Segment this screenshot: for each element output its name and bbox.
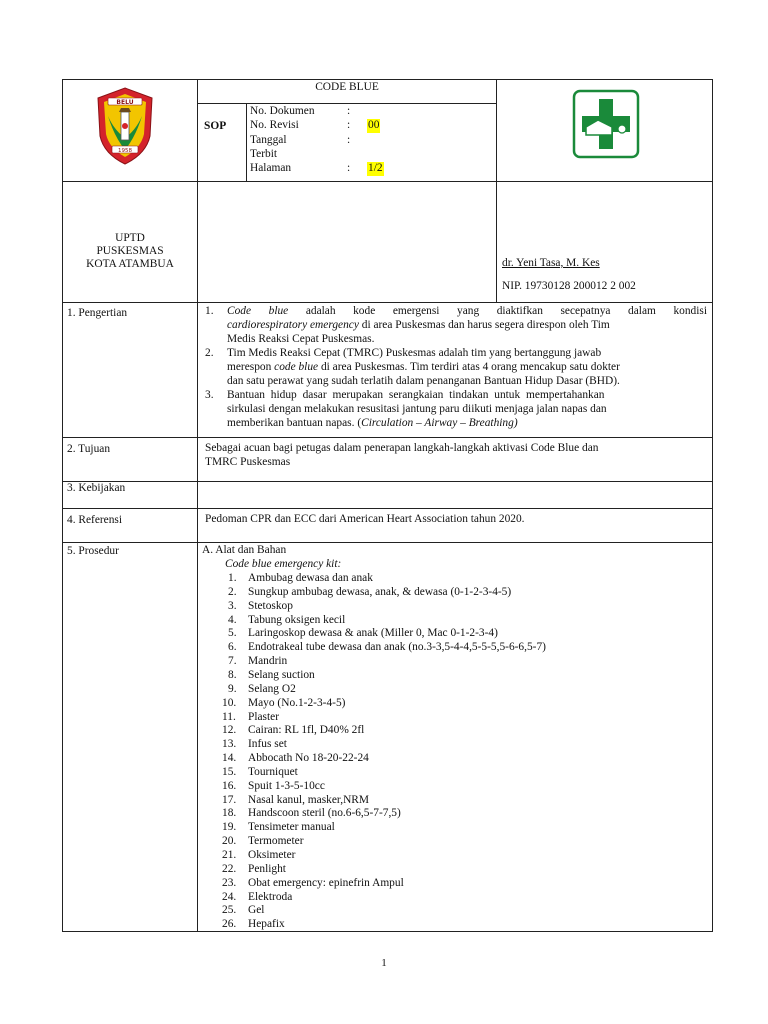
pengertian-item-2-line-3: dan satu perawat yang sudah terlatih dalam penanganan Bantuan Hidup Dasar (BHD). (227, 375, 620, 387)
kit-item-number: 24. (222, 890, 237, 903)
signer-nip: NIP. 19730128 200012 2 002 (502, 280, 636, 292)
org-line-puskesmas: PUSKESMAS (96, 245, 164, 257)
kit-item-number: 20. (222, 835, 237, 848)
kit-item-number: 10. (222, 696, 237, 709)
kit-item: Penlight (248, 862, 286, 875)
sop-label: SOP (204, 120, 227, 132)
kit-item: Laringoskop dewasa & anak (Miller 0, Mac 0-1-2-3-4) (248, 627, 498, 640)
kit-item-number: 8. (228, 668, 237, 681)
kit-item: Nasal kanul, masker,NRM (248, 793, 370, 806)
kit-item-number: 12. (222, 724, 237, 737)
kit-item: Hepafix (248, 918, 285, 931)
field-sep-halaman: : (347, 162, 351, 174)
section-label-referensi: 4. Referensi (67, 514, 123, 526)
kit-item-number: 25. (222, 904, 237, 917)
tujuan-line-2: TMRC Puskesmas (205, 456, 291, 468)
pengertian-item-3-line-3: memberikan bantuan napas. (Circulation – Airway – Breathing) (227, 417, 518, 429)
kit-item: Spuit 1-3-5-10cc (248, 779, 325, 792)
kit-item: Termometer (248, 835, 304, 848)
kit-item: Stetoskop (248, 599, 293, 612)
kit-item-number: 11. (222, 710, 236, 723)
field-sep-no-dokumen: : (347, 105, 351, 117)
pengertian-item-1-line-3: Medis Reaksi Cepat Puskesmas. (227, 333, 375, 345)
belu-logo (92, 86, 158, 166)
pengertian-item-2-line-2: merespon code blue di area Puskesmas. Tim terdiri atas 4 orang mencakup satu dokter (227, 361, 620, 373)
section-label-pengertian: 1. Pengertian (67, 307, 128, 319)
kit-item: Plaster (248, 710, 280, 723)
signer-name: dr. Yeni Tasa, M. Kes (502, 257, 600, 269)
pengertian-item-1-line-2: cardiorespiratory emergency di area Puskesmas dan harus segera direspon oleh Tim (227, 319, 610, 331)
section-label-tujuan: 2. Tujuan (67, 443, 111, 455)
kit-item: Elektroda (248, 890, 293, 903)
field-label-terbit: Terbit (250, 148, 278, 160)
kit-item-number: 3. (228, 599, 237, 612)
kit-item-number: 22. (222, 862, 237, 875)
org-line-kota: KOTA ATAMBUA (86, 258, 174, 270)
kit-item: Mandrin (248, 655, 288, 668)
logo-text-bottom: 1958 (118, 148, 132, 154)
kit-item-number: 14. (222, 752, 237, 765)
pengertian-item-3-line-1: Bantuan hidup dasar merupakan serangkaian tindakan untuk mempertahankan (227, 389, 605, 401)
kit-title: Code blue emergency kit: (225, 558, 342, 570)
kit-item: Mayo (No.1-2-3-4-5) (248, 696, 346, 709)
field-sep-no-revisi: : (347, 119, 351, 131)
kit-item: Tabung oksigen kecil (248, 613, 346, 626)
kit-item: Abbocath No 18-20-22-24 (248, 752, 369, 765)
kit-item: Endotrakeal tube dewasa dan anak (no.3-3,5-4-4,5-5-5,5-6-6,5-7) (248, 641, 546, 654)
kit-item-number: 21. (222, 849, 237, 861)
org-line-uptd: UPTD (115, 232, 145, 244)
field-label-halaman: Halaman (250, 162, 292, 174)
pengertian-item-1-line-1: Code blue adalah kode emergensi yang diaktifkan secepatnya dalam kondisi (227, 305, 707, 317)
field-label-no-revisi: No. Revisi (250, 119, 299, 131)
kit-item-number: 18. (222, 807, 237, 820)
kit-item-number: 17. (222, 793, 237, 806)
pengertian-item-2-line-1: Tim Medis Reaksi Cepat (TMRC) Puskesmas adalah tim yang bertanggung jawab (227, 347, 602, 359)
prosedur-heading: A. Alat dan Bahan (202, 544, 287, 556)
kit-item: Selang suction (248, 668, 315, 681)
puskesmas-logo (572, 89, 640, 159)
kit-item: Cairan: RL 1fl, D40% 2fl (248, 724, 365, 737)
kit-item-number: 4. (228, 613, 237, 626)
field-label-tanggal: Tanggal (250, 134, 287, 146)
field-value-no-revisi: 00 (368, 119, 380, 131)
kit-item: Selang O2 (248, 682, 296, 695)
kit-item-number: 2. (228, 585, 237, 598)
kit-item-number: 6. (228, 641, 237, 654)
kit-item-number: 13. (222, 738, 237, 751)
kit-item: Sungkup ambubag dewasa, anak, & dewasa (0-1-2-3-4-5) (248, 585, 512, 598)
section-label-kebijakan: 3. Kebijakan (67, 482, 126, 494)
kit-item: Infus set (248, 738, 287, 751)
kit-item-number: 26. (222, 918, 237, 931)
kit-item-number: 9. (228, 682, 237, 695)
kit-item-number: 16. (222, 779, 237, 792)
tujuan-line-1: Sebagai acuan bagi petugas dalam penerapan langkah-langkah aktivasi Code Blue dan (205, 442, 599, 454)
pengertian-item-2-num: 2. (205, 347, 214, 359)
kit-item: Ambubag dewasa dan anak (248, 572, 373, 584)
referensi-text: Pedoman CPR dan ECC dari American Heart Association tahun 2020. (205, 513, 525, 525)
kit-item-number: 7. (228, 655, 237, 668)
pengertian-item-1-num: 1. (205, 305, 214, 317)
kit-item-number: 19. (222, 821, 237, 834)
logo-text-top: BELU (116, 99, 134, 106)
field-sep-tanggal: : (347, 134, 351, 146)
pengertian-item-3-num: 3. (205, 389, 214, 401)
kit-item-number: 23. (222, 876, 237, 889)
pengertian-item-3-line-2: sirkulasi dengan melakukan resusitasi jantung paru diikuti menjaga jalan napas dan (227, 403, 607, 415)
kit-item: Obat emergency: epinefrin Ampul (248, 876, 404, 889)
kit-item: Tourniquet (248, 765, 298, 778)
kit-item-number: 5. (228, 627, 237, 640)
kit-item: Oksimeter (248, 849, 296, 861)
kit-item: Handscoon steril (no.6-6,5-7-7,5) (248, 807, 401, 820)
kit-item: Gel (248, 904, 265, 917)
page-number: 1 (381, 957, 387, 969)
kit-item-number: 1. (228, 572, 237, 584)
term-code-blue: Code blue (227, 305, 289, 317)
kit-item-number: 15. (222, 765, 237, 778)
field-value-halaman: 1/2 (368, 162, 383, 174)
document-title: CODE BLUE (315, 81, 379, 93)
field-label-no-dokumen: No. Dokumen (250, 105, 315, 117)
kit-item: Tensimeter manual (248, 821, 335, 834)
section-label-prosedur: 5. Prosedur (67, 545, 119, 557)
